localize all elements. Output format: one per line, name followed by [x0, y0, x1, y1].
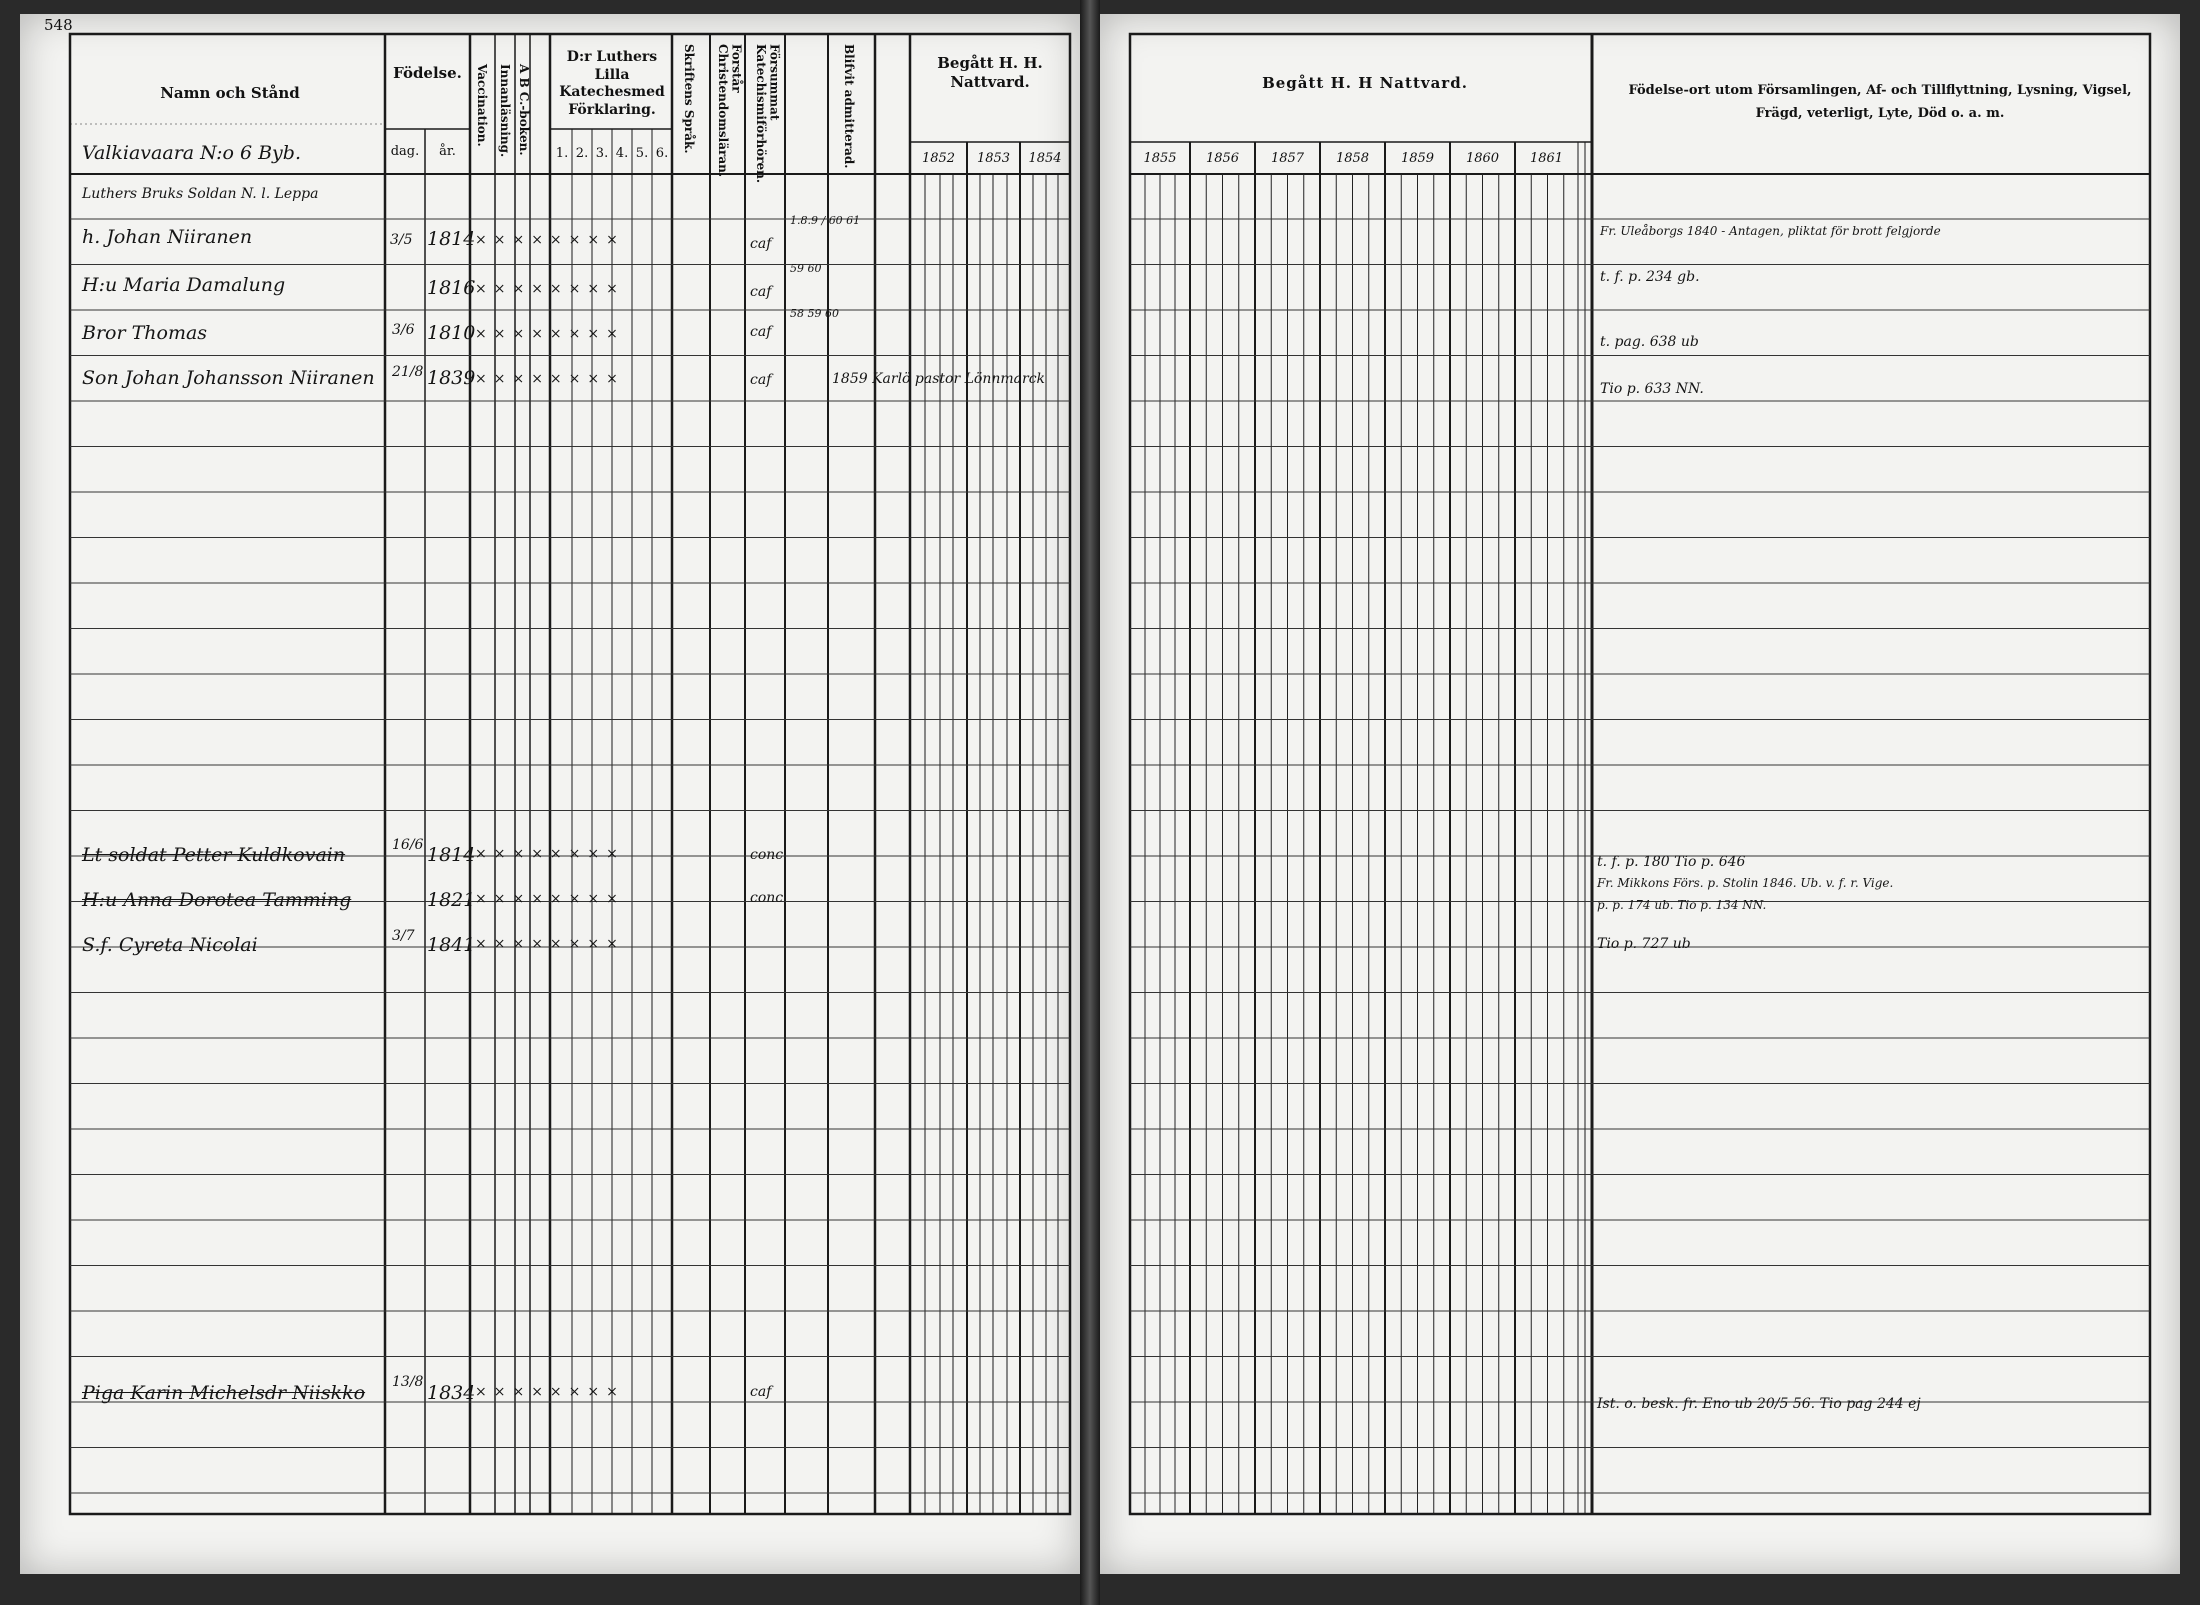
header-fodelse: Födelse.	[393, 64, 462, 82]
year-1855: 1855	[1143, 151, 1177, 166]
caf-1: caf	[750, 236, 772, 252]
cat-col-4: 4.	[615, 146, 629, 161]
entry-dag-3: 3/6	[392, 322, 415, 338]
entry-name-5: Lt soldat Petter Kuldkovain	[82, 844, 346, 866]
header-vaccination: Vaccination.	[475, 64, 490, 147]
entry-name-1: h. Johan Niiranen	[82, 226, 253, 248]
entry-name-3: Bror Thomas	[82, 322, 208, 344]
check-marks-1: ××××××××	[475, 232, 625, 248]
cat-col-6: 6.	[655, 146, 669, 161]
entry-dag-7: 3/7	[392, 928, 415, 944]
left-ruling	[20, 14, 1080, 1574]
check-marks-7: ××××××××	[475, 936, 625, 952]
entry-name-8: Piga Karin Michelsdr Niiskko	[82, 1382, 366, 1404]
right-ruling	[1100, 14, 2180, 1574]
admit-note: 1859 Karlö pastor Lönnmarck	[832, 371, 1046, 387]
year-1854: 1854	[1028, 151, 1062, 166]
entry-name-6: H:u Anna Dorotea Tamming	[82, 889, 352, 911]
header-forsummat: Försummat Katechismiförhören.	[754, 44, 782, 184]
caf-4: caf	[750, 372, 772, 388]
remark-7: p. p. 174 ub. Tio p. 134 NN.	[1597, 898, 1767, 912]
remark-3: t. pag. 638 ub	[1600, 334, 1699, 350]
entry-name-4: Son Johan Johansson Niiranen	[82, 367, 375, 389]
entry-ar-2: 1816	[427, 277, 476, 299]
entry-ar-3: 1810	[427, 322, 476, 344]
year-1858: 1858	[1335, 151, 1370, 166]
year-1856: 1856	[1205, 151, 1240, 166]
check-marks-2: ××××××××	[475, 281, 625, 297]
entry-ar-5: 1814	[427, 844, 476, 866]
entry-village: Valkiavaara N:o 6 Byb.	[82, 142, 301, 164]
entry-ar-8: 1834	[427, 1382, 476, 1404]
header-christendom: Forstår Christendomsläran.	[716, 44, 744, 177]
remark-6: Fr. Mikkons Förs. p. Stolin 1846. Ub. v. f. r. Vige.	[1597, 876, 1894, 890]
entry-dag-1: 3/5	[390, 232, 413, 248]
entry-name-7: S.f. Cyreta Nicolai	[82, 934, 258, 956]
cat-col-5: 5.	[635, 146, 649, 161]
header-innanlasning: Innanläsning.	[498, 64, 513, 158]
entry-ar-1: 1814	[427, 228, 476, 250]
page-number: 548	[44, 16, 73, 34]
remark-4: Tio p. 633 NN.	[1600, 381, 1704, 397]
header-bliffit: Blifvit admitterad.	[842, 44, 857, 169]
header-begatt-right: Begått H. H Nattvard.	[1262, 74, 1468, 92]
header-abc: A B C.-boken.	[517, 64, 532, 156]
caf-3: caf	[750, 324, 772, 340]
right-page	[1100, 14, 2180, 1574]
check-marks-6: ××××××××	[475, 891, 625, 907]
header-begatt-left: Begått H. H. Nattvard.	[937, 54, 1043, 91]
cat-col-2: 2.	[575, 146, 589, 161]
conc-2: conc	[750, 890, 784, 906]
kat-note-3: 58 59 60	[790, 307, 839, 320]
left-page	[20, 14, 1080, 1574]
year-1853: 1853	[976, 151, 1011, 166]
check-marks-5: ××××××××	[475, 846, 625, 862]
kat-note-1: 1.8.9 / 60 61	[790, 214, 861, 227]
entry-soldier-line: Luthers Bruks Soldan N. l. Leppa	[82, 186, 319, 202]
conc-1: conc	[750, 847, 784, 863]
remark-5: t. f. p. 180 Tio p. 646	[1597, 854, 1746, 870]
caf-2: caf	[750, 284, 772, 300]
kat-note-2: 59 60	[790, 262, 822, 275]
header-ar: år.	[439, 144, 456, 159]
year-1852: 1852	[921, 151, 956, 166]
check-marks-3: ××××××××	[475, 326, 625, 342]
year-1859: 1859	[1400, 151, 1435, 166]
remark-9: Ist. o. besk. fr. Eno ub 20/5 56. Tio pag 244 ej	[1597, 1396, 1921, 1412]
entry-dag-5: 16/6	[392, 837, 424, 853]
remark-8: Tio p. 727 ub	[1597, 936, 1691, 952]
header-dag: dag.	[390, 144, 420, 159]
entry-name-2: H:u Maria Damalung	[82, 274, 286, 296]
header-namn: Namn och Stånd	[160, 84, 300, 102]
entry-dag-8: 13/8	[392, 1374, 424, 1390]
caf-5: caf	[750, 1384, 772, 1400]
year-1861: 1861	[1529, 151, 1564, 166]
remark-1: Fr. Uleåborgs 1840 - Antagen, pliktat för brott felgjorde	[1600, 224, 1941, 238]
book-fold	[1080, 0, 1100, 1605]
entry-ar-4: 1839	[427, 367, 476, 389]
year-1857: 1857	[1270, 151, 1305, 166]
entry-dag-4: 21/8	[392, 364, 424, 380]
entry-ar-6: 1821	[427, 889, 476, 911]
check-marks-4: ××××××××	[475, 371, 625, 387]
cat-col-1: 1.	[555, 146, 569, 161]
header-skrift: Skriftens Språk.	[682, 44, 697, 154]
header-luther: D:r Luthers Lilla Katechesmed Förklaring.	[559, 49, 665, 118]
entry-ar-7: 1841	[427, 934, 476, 956]
year-1860: 1860	[1465, 151, 1500, 166]
check-marks-8: ××××××××	[475, 1384, 625, 1400]
cat-col-3: 3.	[595, 146, 609, 161]
header-remarks: Födelse-ort utom Församlingen, Af- och Tillflyttning, Lysning, Vigsel, Frägd, veterligt, Lyte, Död o. a. m.	[1628, 83, 2132, 122]
remark-2: t. f. p. 234 gb.	[1600, 269, 1700, 285]
